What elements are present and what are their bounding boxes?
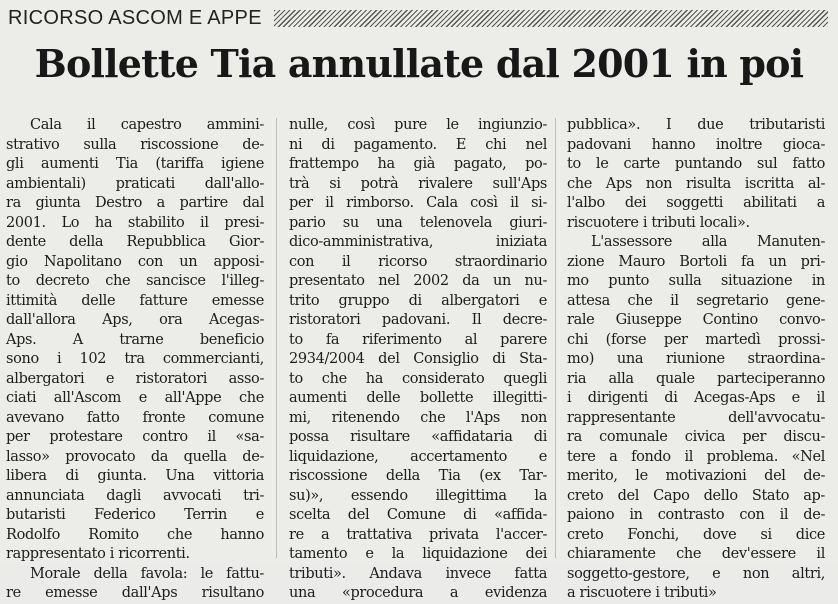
article-line: mo punto sulla situazione in [567,273,825,289]
kicker-hatch-rule [274,10,828,27]
article-line: rappresentato i ricorrenti. [6,546,190,562]
article-line: strativo sulla riscossione de- [6,136,264,153]
article-line: rale Giuseppe Contino convo- [567,312,825,328]
article-line: mi, ritenendo che l'Aps non [289,409,547,426]
article-line: ra comunale civica per discu- [567,429,825,445]
article-line: Cala il capestro ammini- [30,117,264,133]
article-line: Morale della favola: le fattu- [30,565,264,582]
article-line: trà si potrà rivalere sull'Aps [289,175,547,192]
article-line: to che ha considerato quegli [289,370,547,387]
article-line: albergatori e ristoratori asso- [6,370,264,387]
article-line: i dirigenti di Acegas-Aps e il [567,390,825,406]
article-line: ni di pagamento. E chi nel [289,136,547,153]
kicker-row [8,4,830,32]
article-line: pario su una telenovela giuri- [289,214,547,231]
column-rule [276,118,277,558]
article-line: l'albo dei soggetti abilitati a [567,195,825,211]
article-line: pubblica». I due tributaristi [567,117,825,133]
article-line: re emesse dall'Aps risultano [6,585,264,601]
article-column-3 [567,116,825,604]
article-line: dico-amministrativa, iniziata [289,234,547,250]
article-line: per il rimborso. Cala così il si- [289,195,547,211]
article-line: scelta del Comune di «affida- [289,507,547,523]
article-line: zione Mauro Bortoli fa un pri- [567,253,825,270]
article-line: gio Napolitano con un apposi- [6,253,264,270]
article-line: Aps. A trarne beneficio [6,331,264,348]
article-line: soggetto-gestore, e non altri, [567,565,825,582]
article-line: lasso» provocato da quella de- [6,448,264,465]
article-line: su)», essendo illegittima la [289,487,547,504]
article-line: avevano fatto fronte comune [6,409,264,426]
article-line: padovani hanno inoltre gioca- [567,136,825,153]
headline: Bollette Tia annullate dal 2001 in poi [34,41,804,86]
article-line: ittimità delle fatture emesse [6,292,264,309]
article-line: to decreto che sancisce l'illeg- [6,273,264,289]
article-line: tere a fondo il problema. «Nel [567,448,825,465]
article-line: butaristi Federico Terrin e [6,507,264,523]
article-line: 2934/2004 del Consiglio di Sta- [289,351,547,367]
article-line: L'assessore alla Manuten- [591,234,825,250]
kicker: RICORSO ASCOM E APPE [8,6,262,29]
article-line: mo) una riunione straordina- [567,351,825,367]
article-line: che Aps non risulta iscritta al- [567,175,825,192]
column-rule [555,118,556,558]
article-line: dall'allora Aps, ora Acegas- [6,312,264,328]
article-line: chiaramente che dev'essere il [567,546,825,562]
article-line: presentato nel 2002 da un nu- [289,273,547,289]
article-line: libera di giunta. Una vittoria [6,468,264,484]
article-line: ambientali) praticati dall'allo- [6,175,264,192]
article-column-1 [6,116,264,604]
article-line: con il ricorso straordinario [289,253,547,270]
article-line: chi (forse per martedì prossi- [567,331,825,348]
article-line: ria alla quale parteciperanno [567,370,825,387]
article-line: attesa che il segretario gene- [567,292,825,309]
article-line: sono i 102 tra commercianti, [6,351,264,367]
article-line: liquidazione, accertamento e [289,448,547,465]
article-line: annunciata dagli avvocati tri- [6,487,264,504]
article-line: tributi». Andava invece fatta [289,565,547,582]
article-line: Rodolfo Romito che hanno [6,526,264,543]
article-line: rappresentante dell'avvocatu- [567,409,825,426]
article-line: trito gruppo di albergatori e [289,292,547,309]
article-line: aumenti delle bollette illegitti- [289,390,547,406]
article-line: merito, le motivazioni del de- [567,468,825,484]
article-line: ra giunta Destro a partire dal [6,195,264,211]
article-line: paiono in contrasto con il de- [567,507,825,523]
article-line: 2001. Lo ha stabilito il presi- [6,214,264,231]
article-line: creto del Capo dello Stato ap- [567,487,825,504]
article-line: a riscuotere i tributi» [567,585,717,601]
article-line: creto Fonchi, dove si dice [567,526,825,543]
article-line: per protestare contro il «sa- [6,429,264,445]
article-line: possa risultare «affidataria di [289,429,547,445]
article-line: ristoratori padovani. Il decre- [289,312,547,328]
article-line: tamento e la liquidazione dei [289,546,547,562]
article-line: frattempo ha già pagato, po- [289,156,547,172]
article-line: una «procedura a evidenza [289,585,547,601]
article-line: nulle, così pure le ingiunzio- [289,117,547,133]
article-column-2 [289,116,547,604]
article-line: re a trattativa privata l'accer- [289,526,547,543]
article-line: riscossione della Tia (ex Tar- [289,468,547,484]
article-line: gli aumenti Tia (tariffa igiene [6,156,264,172]
article-line: to fa riferimento al parere [289,331,547,348]
article-line: riscuotere i tributi locali». [567,214,750,231]
article-line: to le carte puntando sul fatto [567,156,825,172]
article-line: dente della Repubblica Gior- [6,234,264,250]
article-line: ciati all'Ascom e all'Appe che [6,390,264,406]
